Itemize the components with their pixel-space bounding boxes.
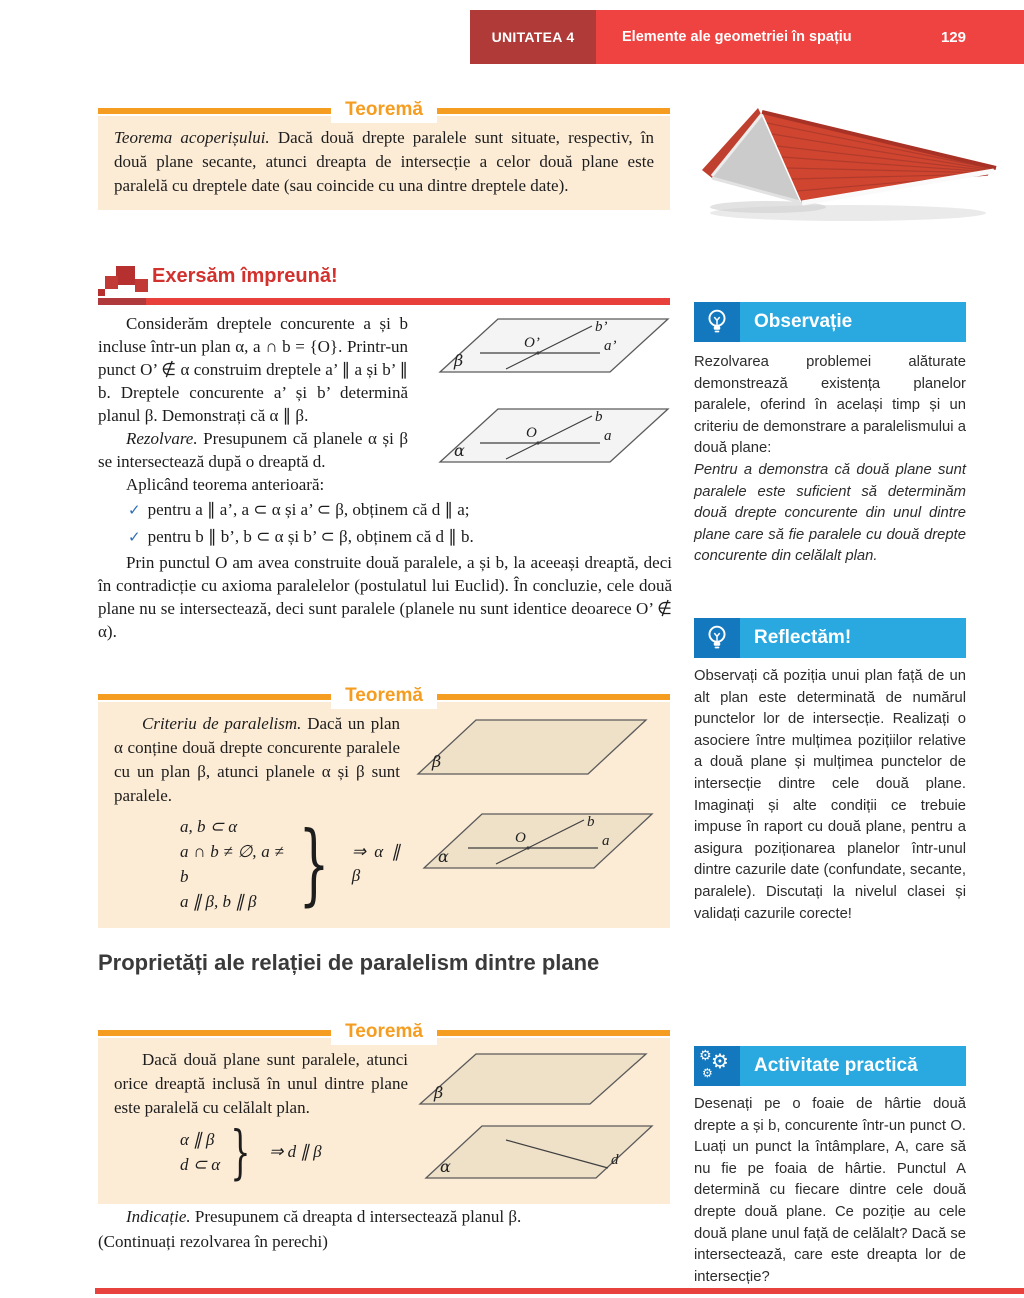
label-alpha: α xyxy=(440,1157,451,1176)
parallel-planes-diagram xyxy=(422,314,672,480)
reflectam-title: Reflectăm! xyxy=(740,618,966,658)
theorem-header xyxy=(98,686,670,708)
check-item-2: ✓ pentru b ∥ b’, b ⊂ α și b’ ⊂ β, obținem că d ∥ b. xyxy=(128,527,474,546)
activitate-banner xyxy=(694,1046,966,1086)
page-number: 129 xyxy=(940,28,966,46)
theorem-header xyxy=(98,100,670,122)
theorem-label: Teoremă xyxy=(331,685,437,709)
label-O: O xyxy=(526,425,537,441)
observatie-banner xyxy=(694,302,966,342)
page-header-bar xyxy=(470,10,1024,64)
criterion-math: a, b ⊂ α a ∩ b ≠ ∅, a ≠ b a ∥ β, b ∥ β } ⇒ α ∥ β xyxy=(180,812,400,915)
label-b-prime: b’ xyxy=(595,319,608,335)
check-icon: ✓ xyxy=(128,528,141,546)
theorem-header xyxy=(98,1022,670,1044)
theorem-body xyxy=(98,1038,670,1204)
paragraph-apply: Aplicând teorema anterioară: xyxy=(126,475,325,494)
theorem-box-roof xyxy=(98,100,670,210)
footer-rule xyxy=(95,1288,1024,1294)
label-beta: β xyxy=(434,1083,444,1102)
paragraph-conclusion: Prin punctul O am avea construite două paralele, a și b, la aceeași dreaptă, deci în contradicție cu axioma paralelelor (postulatul lui Euclid). În concluzie, cele două plane nu se intersectează, deci sunt paralele (planele nu sunt identice deoarece O’ ∉ α). xyxy=(98,553,672,641)
activitate-body: Desenați pe o foaie de hârtie două drepte a și b, concurente într-un punct O. Luați un punct la întâmplare, A, care să nu fie pe foaia de hârtie. Punctul A determină cu fiecare dintre cele două drepte două plane. Ce poziție au cele două plane unul față de celălalt? Dacă se intersectează, care este dreapta lor de intersecție? xyxy=(694,1096,966,1285)
gears-icon: ⚙ ⚙ ⚙ xyxy=(694,1046,740,1086)
label-a: a xyxy=(602,833,610,849)
reflectam-banner xyxy=(694,618,966,658)
lightbulb-icon xyxy=(694,618,740,658)
theorem-label: Teoremă xyxy=(331,99,437,123)
orange-rule-left xyxy=(98,108,331,114)
hint-text: Indicație. Presupunem că dreapta d intersectează planul β. (Continuați rezolvarea în perechi) xyxy=(98,1207,522,1251)
criterion-diagram xyxy=(406,714,654,890)
label-a-prime: a’ xyxy=(604,338,617,354)
theorem-body xyxy=(98,116,670,210)
exercise-text xyxy=(98,312,672,643)
squares-icon xyxy=(98,264,152,298)
label-d: d xyxy=(611,1152,619,1168)
orange-rule-left xyxy=(98,1030,331,1036)
exersam-title: Exersăm împreună! xyxy=(152,265,338,287)
theorem-text: Dacă două drepte paralele sunt situate, respectiv, în două plane secante, atunci dreapta de intersecție a celor două plane este paralelă cu dreptele date (sau coincide cu una dintre dreptele date). xyxy=(114,128,654,195)
unit-badge: UNITATEA 4 xyxy=(470,10,596,64)
brace-glyph: } xyxy=(230,1118,251,1186)
planes-ab-svg xyxy=(422,314,672,480)
label-O-prime: O’ xyxy=(524,335,540,351)
check-item-1: ✓ pentru a ∥ a’, a ⊂ α și a’ ⊂ β, obținem că d ∥ a; xyxy=(128,500,470,519)
observatie-body: Rezolvarea problemei alăturate demonstrează existența planelor paralele, oferind în același timp și un criteriu de demonstrare a paralelismului a două plane: Pentru a demonstra că două plane sunt paralele este suficient să determinăm două drepte concurente din unul dintre plane care să fie paralele cu două drepte concurente din celălalt plan. xyxy=(694,354,966,565)
theorem-body xyxy=(98,702,670,928)
label-a: a xyxy=(604,428,612,444)
label-beta: β xyxy=(454,351,464,370)
observatie-title: Observație xyxy=(740,302,966,342)
activitate-title: Activitate practică xyxy=(740,1046,966,1086)
label-alpha: α xyxy=(454,441,465,460)
orange-rule-right xyxy=(437,108,670,114)
theorem-label: Teoremă xyxy=(331,1021,437,1045)
roof-illustration xyxy=(698,96,1014,228)
property-text: Dacă două plane sunt paralele, atunci orice dreaptă inclusă în unul dintre plane este paralelă cu celălalt plan. α ∥ β d ⊂ α } ⇒ d ∥ β xyxy=(114,1050,408,1186)
theorem-lead: Teorema acoperișului. xyxy=(114,128,270,147)
label-beta: β xyxy=(432,752,442,771)
theorem-box-property xyxy=(98,1022,670,1204)
section-heading: Proprietăți ale relației de paralelism dintre plane xyxy=(98,950,600,975)
label-b: b xyxy=(595,409,603,425)
chapter-title: Elemente ale geometriei în spațiu xyxy=(622,29,852,45)
check-icon: ✓ xyxy=(128,501,141,519)
lightbulb-icon xyxy=(694,302,740,342)
paragraph-problem: Considerăm dreptele concurente a și b incluse într-un plan α, a ∩ b = {O}. Printr-un punct O’ ∉ α construim dreptele a’ ∥ a și b’ ∥ b. Dreptele concurente a’ și b’ determină planul β. Demonstrați că α ∥ β. xyxy=(98,314,408,425)
label-b: b xyxy=(587,814,595,830)
reflectam-body: Observați că poziția unui plan față de un alt plan este determinată de numărul punctelor lor de intersecție. Realizați o asociere între mulțimea pozițiilor relative a două plane și mulțimea punctelor de intersecție dintre cele două plane. Imaginați și alte condiții ce trebuie impuse în raport cu două plane, pentru a asigura poziționarea planelor într-unul dintre cazurile date (confundate, secante, paralele). Discutați la nivelul clasei și validați cazurile corecte! xyxy=(694,668,966,922)
property-diagram xyxy=(414,1050,654,1192)
orange-rule-left xyxy=(98,694,331,700)
theorem-box-criterion xyxy=(98,686,670,928)
paragraph-solution: Rezolvare. Presupunem că planele α și β se intersectează după o dreaptă d. xyxy=(98,429,408,471)
criterion-text: Criteriu de paralelism. Dacă un plan α conține două drepte concurente paralele cu un plan β, atunci planele α și β sunt paralele. a, b ⊂ α a ∩ b ≠ ∅, a ≠ b a ∥ β, b ∥ β } ⇒ α ∥ β xyxy=(114,714,400,915)
label-alpha: α xyxy=(438,847,449,866)
exersam-underline xyxy=(98,298,670,305)
property-math: α ∥ β d ⊂ α } ⇒ d ∥ β xyxy=(180,1118,322,1186)
orange-rule-right xyxy=(437,694,670,700)
brace-glyph: } xyxy=(298,812,330,915)
orange-rule-right xyxy=(437,1030,670,1036)
label-O: O xyxy=(515,830,526,846)
